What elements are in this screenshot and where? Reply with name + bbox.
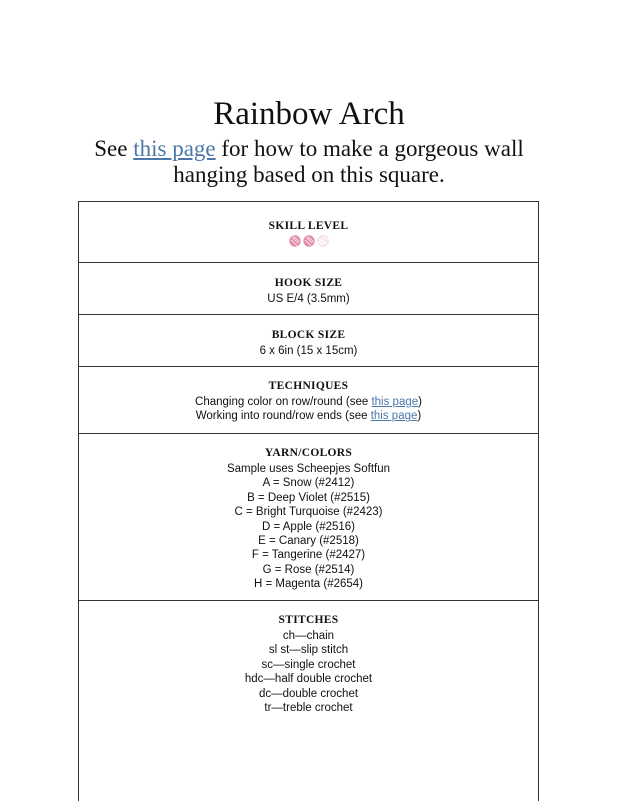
hook-size-heading: HOOK SIZE xyxy=(274,277,343,289)
skill-level-heading: SKILL LEVEL xyxy=(268,220,349,232)
stitch-line: hdc—half double crochet xyxy=(244,673,373,686)
technique-item xyxy=(79,395,538,409)
subtitle-suffix: for how to make a gorgeous wall hanging based on this square. xyxy=(173,136,524,187)
this-page-link[interactable]: this page xyxy=(133,136,216,161)
stitches-section xyxy=(79,601,538,801)
yarn-line: C = Bright Turquoise (#2423) xyxy=(234,506,383,519)
yarn-line: B = Deep Violet (#2515) xyxy=(247,491,370,504)
technique-text: Changing color on row/round (see xyxy=(195,396,372,408)
technique-item xyxy=(79,409,538,423)
technique-end: ) xyxy=(418,396,422,408)
block-size-value: 6 x 6in (15 x 15cm) xyxy=(259,345,358,357)
yarn-line: E = Canary (#2518) xyxy=(258,535,359,548)
subtitle-prefix: See xyxy=(94,136,134,161)
technique-link[interactable]: this page xyxy=(371,396,419,408)
yarn-colors-section xyxy=(79,434,538,601)
stitch-line: ch—chain xyxy=(282,630,335,642)
yarn-line: Sample uses Scheepjes Softfun xyxy=(226,463,391,475)
subtitle xyxy=(60,136,558,188)
yarn-line: G = Rose (#2514) xyxy=(262,563,355,576)
skill-level-section xyxy=(79,202,538,263)
yarn-ball-icon xyxy=(303,235,315,247)
stitch-line: sc—single crochet xyxy=(261,658,356,671)
technique-end: ) xyxy=(417,410,422,423)
block-size-heading: BLOCK SIZE xyxy=(271,329,346,341)
yarn-ball-icon xyxy=(289,235,301,247)
yarn-ball-icon xyxy=(317,235,329,247)
yarn-line: F = Tangerine (#2427) xyxy=(251,549,366,562)
block-size-section xyxy=(79,315,538,367)
stitch-line: tr—treble crochet xyxy=(264,702,353,715)
technique-text: Working into round/row ends (see xyxy=(195,410,371,423)
yarn-line: H = Magenta (#2654) xyxy=(254,578,363,591)
pattern-info-table xyxy=(78,201,539,801)
stitch-line: sl st—slip stitch xyxy=(268,644,349,657)
techniques-heading: TECHNIQUES xyxy=(268,380,349,392)
yarn-line: A = Snow (#2412) xyxy=(262,477,355,490)
yarn-colors-heading: YARN/COLORS xyxy=(264,447,353,459)
stitches-heading: STITCHES xyxy=(278,614,339,626)
skill-level-rating xyxy=(79,235,538,247)
techniques-section xyxy=(79,367,538,434)
hook-size-section xyxy=(79,263,538,315)
technique-link[interactable]: this page xyxy=(370,410,418,423)
page-title: Rainbow Arch xyxy=(213,96,405,132)
stitch-line: dc—double crochet xyxy=(258,687,359,700)
hook-size-value: US E/4 (3.5mm) xyxy=(267,293,350,305)
yarn-line: D = Apple (#2516) xyxy=(261,520,356,533)
